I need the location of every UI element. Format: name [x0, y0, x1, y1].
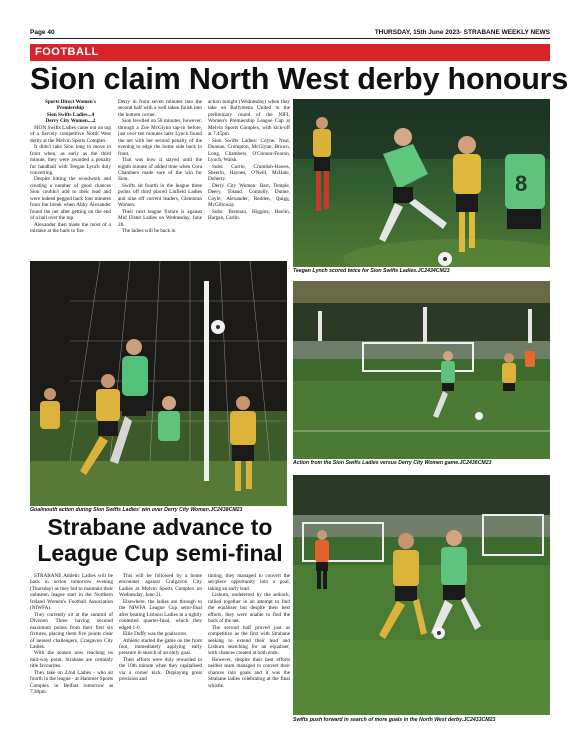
paragraph: That was how it stayed until the eighth minute of added time when Cora Chambers made sure of the win for Sion.	[118, 157, 202, 183]
article2-col2	[119, 573, 202, 723]
paragraph: SION Swifts Ladies came out on top of a fiercely competitive North West derby at the Melvin Sports Complex.	[30, 124, 111, 144]
paragraph: Subs: Brennan, Higgins, Havlin, Hargan, Carlin.	[208, 208, 290, 222]
photo-push-forward-caption: Swifts push forward in search of more goals in the North West derby.JC2433CM23	[293, 717, 496, 723]
paragraph: However, despite their best efforts neither team managed to convert their chances into goals and it was the Strabane ladies celebrating at the final whistle.	[208, 656, 290, 689]
photo-lynch	[293, 99, 550, 267]
paragraph: Subs: Currie, Crumlish-Hawes, Sheerin, Haynes, O'Neill, McHale, Doherty.	[208, 163, 290, 183]
issue-date: THURSDAY, 15th June 2023- STRABANE WEEKLY NEWS	[374, 28, 550, 36]
paragraph: Athletic started the game on the front foot, immediately applying early pressure in search of an early goal.	[119, 637, 202, 657]
result-line: Derry City Women....2	[45, 118, 96, 125]
paragraph: Despite hitting the woodwork and creating a number of good chances Sion couldn't add to their lead and were indeed pegged back four minutes from the break when Abby Alexander found the net after getting on the end of a ball over the top.	[30, 176, 111, 222]
photo-lynch-caption: Teegan Lynch scored twice for Sion Swifts Ladies.JC2434CM23	[293, 268, 450, 274]
paragraph: STRABANE Athletic Ladies will be back in action tomorrow evening (Thursday) as they bid to maintain their unbeaten league start in the Northern Ireland Women's Football Association (NIWFA).	[30, 573, 113, 612]
article2-col3	[208, 573, 290, 723]
article2-headline	[30, 514, 290, 566]
paragraph: Alexander then made the most of a mistake at the back to fire	[30, 221, 111, 235]
article1-col2	[118, 99, 202, 259]
paragraph: They currently sit at the summit of Division Three having secured maximum points from their first six fixtures, placing them five points clear of nearest challengers, Craigavon City Ladies.	[30, 611, 113, 650]
result-line: Premiership	[56, 105, 85, 112]
result-line: Sports Direct Women's	[44, 99, 97, 105]
paragraph: Their efforts were duly rewarded in the 10th minute when they capitalised via a corner kick. Displaying great precision and	[119, 656, 202, 683]
header-rule	[30, 38, 550, 39]
page-header	[30, 26, 550, 38]
page-number: Page 40	[30, 28, 55, 36]
paragraph: It didn't take Sion long to move in front when, as early as the third minute, they were awarded a penalty for handball with Teegan Lynch duly converting.	[30, 144, 111, 176]
paragraph: Sion Swifts Ladies: Coyne, Neal, Dunnan, Crompton, McGlynn, Brown, Long, Chambers, O'Connor-Fearon, Lynch, Walsh.	[208, 137, 290, 164]
article2-col1	[30, 573, 113, 723]
photo-goalmouth	[30, 261, 287, 506]
section-tag: FOOTBALL	[30, 44, 550, 61]
article2-headline-line2: League Cup semi-final	[37, 540, 283, 566]
paragraph: Lisburn, undeterred by the setback, rallied together in an attempt to find the equaliser but despite their best efforts, they were unable to find the back of the net.	[208, 592, 290, 625]
photo-goalmouth-image	[30, 261, 287, 506]
paragraph: timing, they managed to convert the set-piece opportunity into a goal, taking an early lead.	[208, 573, 290, 592]
photo-action-caption: Action from the Sion Swifts Ladies versus Derry City Women game.JC2436CM23	[293, 460, 492, 466]
paragraph: They take on 22nd Ladies - who sit fourth in the league - at Hammer Sports Complex in Belfast tomorrow at 7.30pm.	[30, 669, 113, 696]
paragraph: Sion levelled on 58 minutes, however, through a Zoe McGlynn tap-in before, just over ten minutes later Lynch found the net with her second penalty of the evening to edge the home side back in front.	[118, 118, 202, 157]
shirt-number: 8	[515, 171, 528, 196]
paragraph: Their next league fixture is against Mid Ulster Ladies on Wednesday, June 28.	[118, 208, 202, 228]
article1-col3	[208, 99, 290, 259]
photo-action-image	[293, 281, 550, 459]
article2-headline-line1: Strabane advance to	[47, 514, 273, 540]
photo-push-forward	[293, 475, 550, 715]
paragraph: With the season now reaching its mid-way point, Strabane are certainly title favourites.	[30, 650, 113, 670]
paragraph: Derry in front seven minutes into the second half with a well taken finish into the bottom corner.	[118, 99, 202, 118]
article1-headline: Sion claim North West derby honours	[30, 62, 569, 96]
paragraph: Swifts sit fourth in the league three points off third placed Linfield Ladies and nine off current leaders, Glentoran Women.	[118, 182, 202, 209]
paragraph: This will be followed by a home encounter against Craigavon City Ladies at Melvin Sports Complex on Wednesday, June 21.	[119, 573, 202, 599]
paragraph: Elsewhere, the ladies are through to the NIWFA League Cup semi-final after beating Lisburn Ladies in a tightly contested quarter-final, which they edged 1-0.	[119, 598, 202, 631]
photo-push-forward-image	[293, 475, 550, 715]
photo-goalmouth-caption: Goalmouth action during Sion Swifts Ladies' win over Derry City Women.JC2438CM23	[30, 507, 243, 513]
paragraph: Derry City Women: Barr, Temple, Deery, Toland, Connolly, Dunne, Coyle, Alexander, Redden, Quigg, McGilloway.	[208, 182, 290, 209]
photo-lynch-image	[293, 99, 550, 267]
paragraph: action tonight (Wednesday) when they take on Ballymena United in the preliminary round of the NIFL Women's Premiership League Cup at Melvin Sports Complex, with kick-off at 7.45pm.	[208, 99, 290, 138]
result-line: Sion Swifts Ladies...4	[46, 111, 95, 118]
article1-col1	[30, 99, 111, 259]
photo-action	[293, 281, 550, 459]
paragraph: Ellie Duffy was the goalscorer.	[123, 631, 188, 638]
paragraph: The ladies will be back in	[122, 228, 176, 235]
paragraph: The second half proved just as competitive as the first with Strabane seeking to extend their lead and Lisburn searching for an equaliser, with chances created at both ends.	[208, 624, 290, 657]
